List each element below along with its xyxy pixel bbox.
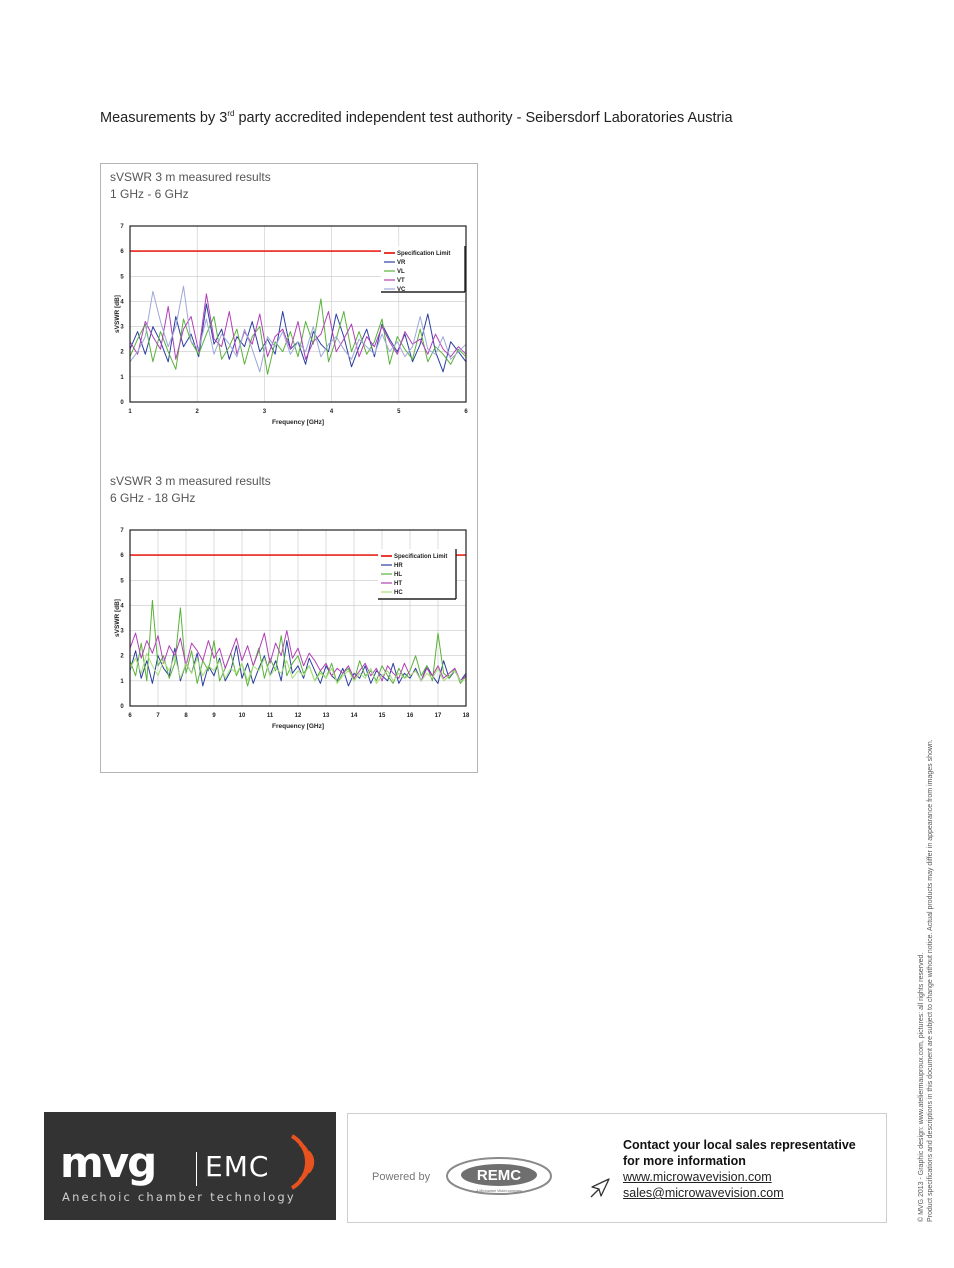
logo-brand: mvg	[60, 1138, 156, 1187]
y-tick-label: 5	[120, 578, 124, 585]
chart1-title: sVSWR 3 m measured results	[110, 170, 271, 184]
x-tick-label: 18	[462, 713, 470, 719]
legend-label: HR	[394, 563, 403, 569]
logo-tagline: Anechoic chamber technology	[62, 1190, 296, 1204]
powered-by-label: Powered by	[372, 1171, 431, 1183]
y-tick-label: 3	[120, 324, 124, 331]
y-tick-label: 2	[120, 349, 124, 356]
x-tick-label: 5	[397, 409, 401, 415]
legal-notice	[917, 739, 935, 1222]
chart-6ghz-18ghz	[101, 518, 477, 740]
x-axis-label: Frequency [GHz]	[271, 723, 325, 730]
website-link[interactable]: www.microwavevision.com	[623, 1170, 772, 1184]
chart-legend	[378, 549, 456, 599]
y-tick-label: 5	[120, 274, 124, 281]
chart2-caption	[110, 473, 271, 507]
y-tick-label: 2	[120, 653, 124, 660]
chart-1ghz-6ghz	[101, 214, 477, 436]
intro-before: Measurements by 3	[100, 110, 228, 126]
contact-box	[347, 1113, 887, 1223]
legal-line-2: Product specifications and descriptions in this document are subject to change without notice. Actual products may differ in appearance from images shown.	[927, 739, 934, 1222]
y-tick-label: 6	[120, 249, 124, 256]
x-tick-label: 10	[238, 713, 246, 719]
email-link[interactable]: sales@microwavevision.com	[623, 1186, 784, 1200]
legend-label: VL	[397, 269, 405, 275]
x-tick-label: 3	[262, 409, 267, 415]
legend-label: Specification Limit	[394, 554, 448, 560]
signal-waves-icon	[288, 1126, 328, 1196]
intro-text	[100, 110, 733, 126]
legend-label: Specification Limit	[397, 251, 451, 257]
legend-label: HC	[394, 590, 403, 596]
chart2-svg	[101, 518, 477, 740]
y-tick-label: 4	[120, 299, 124, 306]
y-tick-label: 3	[120, 628, 124, 635]
y-tick-label: 1	[120, 374, 124, 381]
remc-subtext: A Microwave Vision company	[476, 1189, 522, 1193]
x-tick-label: 2	[195, 409, 199, 415]
chart2-title: sVSWR 3 m measured results	[110, 474, 271, 488]
y-axis-label: sVSWR [dB]	[114, 295, 121, 333]
results-panel	[100, 163, 478, 773]
x-tick-label: 6	[128, 713, 132, 719]
x-axis-label: Frequency [GHz]	[271, 419, 325, 426]
x-tick-label: 17	[434, 713, 442, 719]
legal-line-1: © MVG 2013 - Graphic design: www.ateliermauproux.com, pictures: all rights reserved.	[918, 952, 925, 1222]
y-tick-label: 1	[120, 678, 124, 685]
y-tick-label: 0	[120, 704, 124, 710]
contact-heading: Contact your local sales representative for more information	[623, 1138, 856, 1168]
chart1-subtitle: 1 GHz - 6 GHz	[110, 187, 189, 201]
y-tick-label: 4	[120, 603, 124, 610]
chart2-subtitle: 6 GHz - 18 GHz	[110, 491, 196, 505]
x-tick-label: 13	[322, 713, 330, 719]
x-tick-label: 4	[329, 409, 334, 415]
x-tick-label: 12	[294, 713, 302, 719]
logo-separator	[196, 1152, 197, 1186]
x-tick-label: 9	[212, 713, 216, 719]
y-axis-label: sVSWR [dB]	[114, 599, 121, 637]
contact-info	[623, 1137, 873, 1201]
remc-logo-text: REMC	[476, 1167, 522, 1184]
chart1-caption	[110, 169, 271, 203]
y-tick-label: 7	[120, 528, 124, 534]
legend-label: VT	[397, 278, 405, 284]
x-tick-label: 1	[128, 409, 132, 415]
x-tick-label: 16	[406, 713, 414, 719]
legend-label: VR	[397, 260, 406, 266]
legend-label: VC	[397, 287, 406, 293]
intro-sup: rd	[227, 109, 235, 119]
x-tick-label: 14	[350, 713, 358, 719]
legend-label: HL	[394, 572, 402, 578]
chart-legend	[381, 246, 465, 293]
cursor-arrow-icon	[589, 1177, 611, 1199]
legend-label: HT	[394, 581, 402, 587]
logo-emc: EMC	[205, 1150, 270, 1183]
y-tick-label: 6	[120, 553, 124, 560]
y-tick-label: 0	[120, 400, 124, 406]
x-tick-label: 6	[464, 409, 468, 415]
chart1-svg	[101, 214, 477, 436]
intro-after: party accredited independent test authority - Seibersdorf Laboratories Austria	[234, 110, 733, 126]
remc-logo	[444, 1156, 554, 1196]
y-tick-label: 7	[120, 224, 124, 230]
x-tick-label: 15	[378, 713, 386, 719]
x-tick-label: 8	[184, 713, 188, 719]
x-tick-label: 7	[156, 713, 160, 719]
x-tick-label: 11	[266, 713, 274, 719]
mvg-emc-logo	[44, 1112, 336, 1220]
